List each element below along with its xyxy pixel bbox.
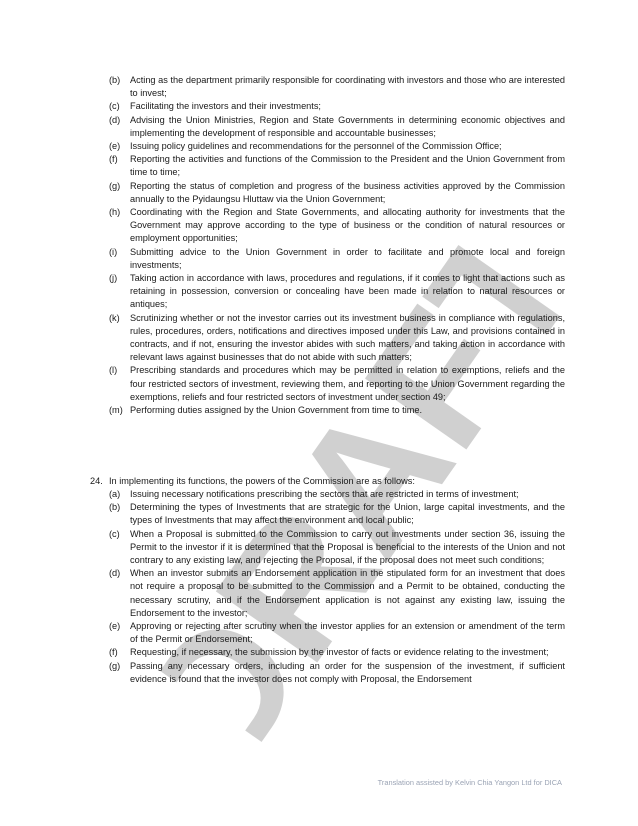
list-item — [109, 206, 565, 246]
section-intro: In implementing its functions, the powers of the Commission are as follows: — [109, 476, 415, 486]
item-label: (e) — [109, 141, 121, 152]
list-item — [109, 180, 565, 206]
section-24-heading — [90, 475, 566, 488]
item-label: (e) — [109, 621, 121, 632]
list-item — [109, 246, 565, 272]
list-item — [109, 153, 565, 179]
item-label: (l) — [109, 365, 118, 376]
list-item — [109, 646, 565, 659]
list-item — [109, 404, 565, 417]
item-text: Facilitating the investors and their investments; — [130, 101, 321, 112]
list-item — [109, 74, 565, 100]
list-item — [109, 114, 565, 140]
item-label: (f) — [109, 154, 118, 165]
item-label: (c) — [109, 528, 120, 539]
item-text: Approving or rejecting after scrutiny when the investor applies for an extension or amendment of the term of the Permit or Endorsement; — [130, 621, 565, 645]
item-text: Reporting the activities and functions of the Commission to the President and the Union Government from time to time; — [130, 154, 565, 178]
item-text: Reporting the status of completion and progress of the business activities approved by the Commission annually to the Pyidaungsu Hluttaw via the Union Government; — [130, 180, 565, 204]
item-label: (k) — [109, 312, 120, 323]
item-text: Scrutinizing whether or not the investor carries out its investment business in compliance with regulations, rules, procedures, orders, notifications and directives imposed under this Law, and provisions contained in contracts, and if not, ensuring the investor abides with such matters, and taking action in accordance with relevant laws against businesses that do not abide with such matters; — [130, 312, 565, 363]
item-label: (b) — [109, 75, 121, 85]
item-text: Acting as the department primarily responsible for coordinating with investors and those who are interested to invest; — [130, 75, 565, 99]
watermark-text: DRAFT — [123, 219, 587, 761]
list-item — [109, 567, 565, 620]
item-text: Coordinating with the Region and State Governments, and allocating authority for investments that the Government may approve according to the type of business or the condition of natural resources or employment opportunities; — [130, 207, 565, 244]
section-23-list — [109, 74, 565, 417]
item-text: Taking action in accordance with laws, procedures and regulations, if it comes to light that actions such as retaining in possession, conversion or concealing have been made in relation to natural resources or antiques; — [130, 273, 565, 310]
item-label: (c) — [109, 101, 120, 112]
list-item — [109, 501, 565, 527]
item-text: Performing duties assigned by the Union Government from time to time. — [130, 405, 423, 416]
list-item — [109, 364, 565, 404]
item-label: (d) — [109, 568, 121, 579]
item-text: When a Proposal is submitted to the Commission to carry out investments under section 36, issuing the Permit to the investor if it is determined that the Proposal is beneficial to the interests of the Union and not contrary to any existing law, and rejecting the Proposal, if the proposal does not meet such conditions; — [130, 528, 565, 566]
list-item — [109, 660, 565, 686]
item-label: (f) — [109, 647, 118, 658]
list-item — [109, 620, 565, 646]
section-24-list — [109, 488, 565, 686]
item-text: When an investor submits an Endorsement application in the stipulated form for an investment that does not require a proposal to be submitted to the Commission and a Permit to be obtained, conducting the necessary scrutiny, and if the Endorsement application is not against any existing law, issuing the Endorsement to the investor; — [130, 568, 565, 618]
item-label: (m) — [109, 405, 123, 416]
item-label: (g) — [109, 660, 121, 671]
list-item — [109, 100, 565, 113]
item-text: Requesting, if necessary, the submission by the investor of facts or evidence relating to the investment; — [130, 647, 549, 658]
item-text: Submitting advice to the Union Government in order to facilitate and promote local and foreign investments; — [130, 246, 565, 270]
item-label: (j) — [109, 273, 118, 284]
item-text: Advising the Union Ministries, Region and State Governments in determining economic objectives and implementing the development of responsible and accountable businesses; — [130, 114, 565, 138]
list-item — [109, 488, 565, 501]
item-label: (i) — [109, 246, 118, 257]
item-text: Issuing necessary notifications prescribing the sectors that are restricted in terms of investment; — [130, 489, 519, 499]
list-item — [109, 528, 565, 568]
list-item — [109, 272, 565, 312]
item-label: (g) — [109, 180, 121, 191]
translation-footer: Translation assisted by Kelvin Chia Yangon Ltd for DICA — [377, 778, 562, 787]
list-item — [109, 312, 565, 365]
list-item — [109, 140, 565, 153]
item-label: (h) — [109, 207, 121, 218]
item-label: (b) — [109, 502, 121, 513]
item-text: Prescribing standards and procedures which may be permitted in relation to exemptions, reliefs and the four restricted sectors of investment, reviewing them, and reporting to the Union Government regarding the exemptions, reliefs and four restricted sectors of investment under section 49; — [130, 365, 565, 402]
item-label: (a) — [109, 489, 121, 499]
item-label: (d) — [109, 114, 121, 125]
item-text: Passing any necessary orders, including an order for the suspension of the investment, if sufficient evidence is found that the investor does not comply with Proposal, the Endorsement — [130, 660, 565, 684]
item-text: Determining the types of Investments that are strategic for the Union, large capital investments, and the types of Investments that may affect the environment and local public; — [130, 502, 565, 526]
section-number: 24. — [90, 476, 103, 486]
item-text: Issuing policy guidelines and recommendations for the personnel of the Commission Office; — [130, 141, 502, 152]
